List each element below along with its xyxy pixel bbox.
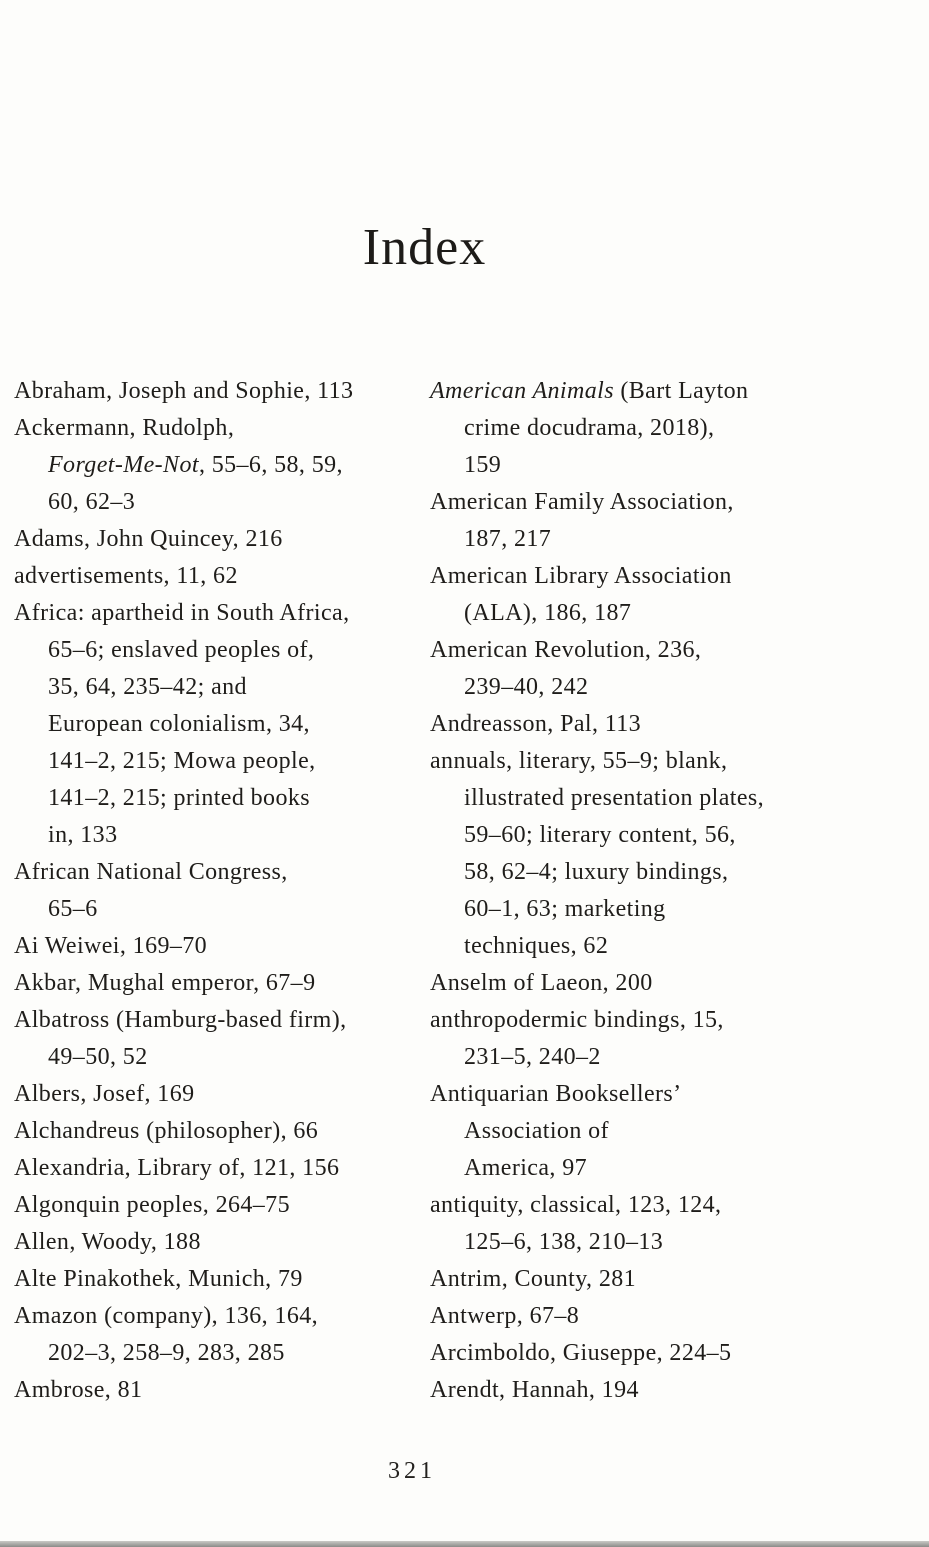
index-line (430, 1076, 885, 1113)
index-line-text-segment: Andreasson, Pal, 113 (430, 711, 642, 737)
index-line-text-segment: Arcimboldo, Giuseppe, 224–5 (430, 1340, 732, 1366)
index-line (14, 373, 414, 410)
index-line (14, 632, 414, 669)
index-line (430, 1224, 885, 1261)
index-line-text-segment: Akbar, Mughal emperor, 67–9 (14, 970, 316, 996)
index-line (14, 854, 414, 891)
index-line-text-segment: 58, 62–4; luxury bindings, (464, 859, 729, 885)
index-line (14, 965, 414, 1002)
index-line-text-segment: (ALA), 186, 187 (464, 600, 632, 626)
index-line (14, 1335, 414, 1372)
index-line-text-segment: Alexandria, Library of, 121, 156 (14, 1155, 340, 1181)
index-line-text-segment: 187, 217 (464, 526, 552, 552)
index-line (14, 1150, 414, 1187)
index-line (14, 558, 414, 595)
index-line-text-segment: Alchandreus (philosopher), 66 (14, 1118, 319, 1144)
index-line (14, 521, 414, 558)
index-line (430, 1261, 885, 1298)
index-line (430, 410, 885, 447)
index-line-text-segment: Antrim, County, 281 (430, 1266, 637, 1292)
index-line-text-segment: Alte Pinakothek, Munich, 79 (14, 1266, 303, 1292)
index-line-title-segment: American Animals (430, 378, 614, 404)
index-line-text-segment: Amazon (company), 136, 164, (14, 1303, 319, 1329)
index-line (430, 1372, 885, 1409)
index-line-text-segment: antiquity, classical, 123, 124, (430, 1192, 722, 1218)
index-line (430, 928, 885, 965)
index-line-text-segment: Ai Weiwei, 169–70 (14, 933, 208, 959)
index-line (430, 484, 885, 521)
page-number: 321 (388, 1458, 436, 1484)
index-line-text-segment: , 55–6, 58, 59, (198, 452, 343, 478)
index-line (14, 743, 414, 780)
index-line-text-segment: 231–5, 240–2 (464, 1044, 601, 1070)
index-line (430, 965, 885, 1002)
index-line (430, 743, 885, 780)
index-line-text-segment: illustrated presentation plates, (464, 785, 765, 811)
index-line-text-segment: Albers, Josef, 169 (14, 1081, 195, 1107)
index-line-text-segment: Antwerp, 67–8 (430, 1303, 580, 1329)
index-line-text-segment: 65–6 (48, 896, 98, 922)
index-line-text-segment: Antiquarian Booksellers’ (430, 1081, 682, 1107)
index-line (430, 1039, 885, 1076)
index-line (14, 706, 414, 743)
index-line-text-segment: American Family Association, (430, 489, 734, 515)
index-line-text-segment: Ambrose, 81 (14, 1377, 143, 1403)
index-line-text-segment: Allen, Woody, 188 (14, 1229, 201, 1255)
index-line-text-segment: in, 133 (48, 822, 118, 848)
index-line (430, 1335, 885, 1372)
index-line-text-segment: 60, 62–3 (48, 489, 136, 515)
index-line (430, 1002, 885, 1039)
index-line-text-segment: 159 (464, 452, 502, 478)
index-line-text-segment: European colonialism, 34, (48, 711, 310, 737)
index-line (430, 1113, 885, 1150)
page-edge-shadow (0, 1541, 929, 1547)
index-line (14, 1002, 414, 1039)
index-line-text-segment: 239–40, 242 (464, 674, 589, 700)
index-line (14, 595, 414, 632)
index-line (430, 1298, 885, 1335)
index-columns (0, 373, 929, 1409)
index-line (14, 780, 414, 817)
index-line (430, 1150, 885, 1187)
index-line-text-segment: 141–2, 215; Mowa people, (48, 748, 316, 774)
index-line (14, 928, 414, 965)
index-line (430, 373, 885, 410)
index-line-text-segment: Albatross (Hamburg-based firm), (14, 1007, 347, 1033)
index-line (430, 595, 885, 632)
index-line (14, 1076, 414, 1113)
index-line-text-segment: advertisements, 11, 62 (14, 563, 238, 589)
index-line (14, 1261, 414, 1298)
index-line (430, 706, 885, 743)
index-line (430, 447, 885, 484)
index-line (430, 521, 885, 558)
index-line (430, 891, 885, 928)
index-line-text-segment: Abraham, Joseph and Sophie, 113 (14, 378, 354, 404)
index-line (430, 632, 885, 669)
index-line-text-segment: Algonquin peoples, 264–75 (14, 1192, 290, 1218)
index-line-text-segment: 202–3, 258–9, 283, 285 (48, 1340, 285, 1366)
index-line (430, 1187, 885, 1224)
index-line-text-segment: annuals, literary, 55–9; blank, (430, 748, 728, 774)
index-line (14, 669, 414, 706)
index-line (430, 780, 885, 817)
index-line-title-segment: Forget-Me-Not (48, 452, 199, 478)
index-line-text-segment: 141–2, 215; printed books (48, 785, 310, 811)
index-line-text-segment: 49–50, 52 (48, 1044, 148, 1070)
index-line-text-segment: American Library Association (430, 563, 732, 589)
index-line-text-segment: America, 97 (464, 1155, 588, 1181)
index-line-text-segment: 65–6; enslaved peoples of, (48, 637, 315, 663)
index-line-text-segment: 60–1, 63; marketing (464, 896, 666, 922)
index-line-text-segment: (Bart Layton (613, 378, 749, 404)
index-line (430, 558, 885, 595)
index-line (14, 1187, 414, 1224)
index-line (14, 410, 414, 447)
index-line-text-segment: 59–60; literary content, 56, (464, 822, 736, 848)
index-line (14, 484, 414, 521)
index-line (14, 817, 414, 854)
index-column-left (14, 373, 414, 1409)
index-line-text-segment: African National Congress, (14, 859, 288, 885)
index-line-text-segment: anthropodermic bindings, 15, (430, 1007, 724, 1033)
index-line-text-segment: 35, 64, 235–42; and (48, 674, 247, 700)
index-line (14, 1298, 414, 1335)
index-line (430, 854, 885, 891)
index-line (430, 669, 885, 706)
index-line-text-segment: Association of (464, 1118, 609, 1144)
index-line-text-segment: Adams, John Quincey, 216 (14, 526, 283, 552)
index-column-right (430, 373, 885, 1409)
index-line-text-segment: American Revolution, 236, (430, 637, 702, 663)
index-line (14, 1039, 414, 1076)
index-line (14, 1372, 414, 1409)
index-line-text-segment: Ackermann, Rudolph, (14, 415, 235, 441)
index-line (14, 891, 414, 928)
index-line-text-segment: Anselm of Laeon, 200 (430, 970, 653, 996)
page-title: Index (362, 219, 487, 276)
index-line-text-segment: Africa: apartheid in South Africa, (14, 600, 350, 626)
index-line-text-segment: techniques, 62 (464, 933, 609, 959)
index-line-text-segment: 125–6, 138, 210–13 (464, 1229, 664, 1255)
index-line-text-segment: crime docudrama, 2018), (464, 415, 715, 441)
index-line-text-segment: Arendt, Hannah, 194 (430, 1377, 639, 1403)
index-line (14, 1113, 414, 1150)
index-line (14, 447, 414, 484)
index-line (14, 1224, 414, 1261)
index-line (430, 817, 885, 854)
